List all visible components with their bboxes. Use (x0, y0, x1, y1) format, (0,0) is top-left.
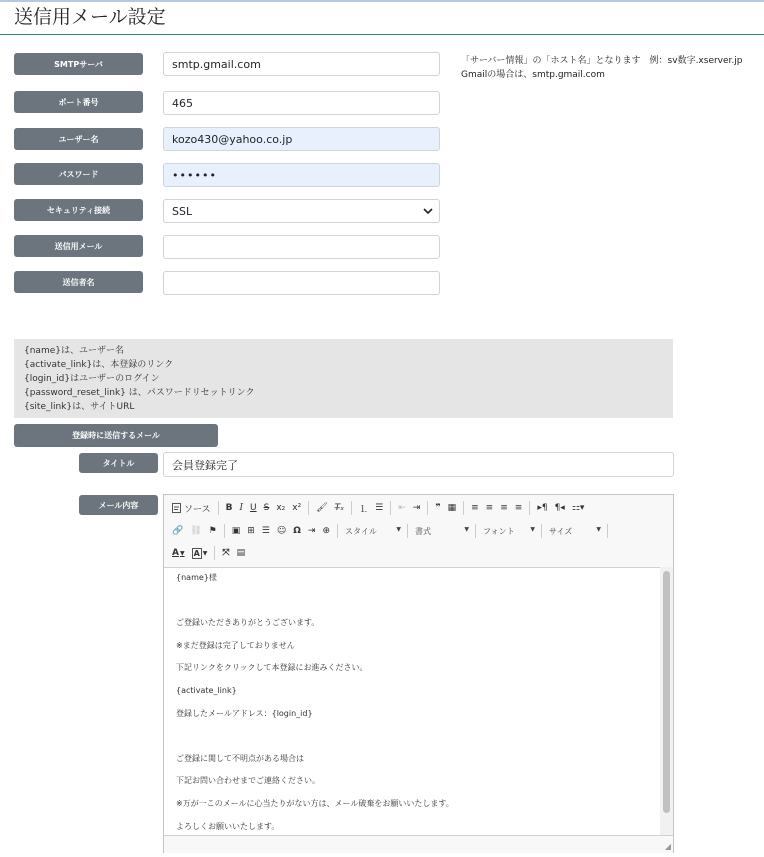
page-title: 送信用メール設定 (14, 6, 166, 28)
maximize-icon[interactable]: ⤧ (222, 548, 230, 558)
smtp-server-label: SMTPサーバ (14, 53, 143, 75)
image-icon[interactable]: ▣ (231, 526, 241, 536)
sender-name-label: 送信者名 (14, 271, 143, 293)
toolbar-row-3 (172, 544, 252, 562)
format-dropdown[interactable] (415, 526, 469, 537)
smiley-icon[interactable]: ☺ (276, 526, 287, 536)
resize-handle-icon[interactable]: ◢ (664, 842, 671, 851)
toolbar-separator (218, 501, 219, 515)
special-char-icon[interactable]: Ω (293, 526, 301, 536)
content-line: 下記お問い合わせまでご連絡ください。 (176, 776, 320, 786)
anchor-flag-icon[interactable]: ⚑ (208, 526, 217, 536)
sender-mail-label: 送信用メール (14, 235, 143, 257)
content-line: 下記リンクをクリックして本登録にお進みください。 (176, 663, 368, 673)
toolbar-separator (390, 501, 391, 515)
registration-mail-section-label: 登録時に送信するメール (14, 424, 218, 447)
scrollbar-thumb[interactable] (663, 571, 670, 813)
iframe-icon[interactable]: ⊕ (322, 526, 331, 536)
strikethrough-button[interactable]: S (263, 503, 270, 513)
variable-help-item: {password_reset_link} は、パスワードリセットリンク (24, 388, 255, 398)
toolbar-separator (351, 501, 352, 515)
background-color-button[interactable] (192, 548, 208, 559)
security-label: セキュリティ接続 (14, 199, 143, 221)
size-dropdown-label: サイズ (549, 526, 573, 536)
div-container-icon[interactable]: ▦ (447, 503, 457, 513)
content-line: 登録したメールアドレス：{login_id} (176, 708, 313, 718)
dropdown-arrow-icon: ▼ (396, 525, 402, 533)
content-line (176, 725, 647, 748)
toolbar-separator (308, 501, 309, 515)
font-dropdown[interactable] (483, 526, 535, 537)
font-dropdown-label: フォント (483, 526, 515, 536)
smtp-hint-line2: Gmailの場合は、smtp.gmail.com (461, 70, 605, 80)
align-right-icon[interactable]: ≡ (500, 503, 508, 513)
show-blocks-icon[interactable]: ▤ (236, 548, 246, 558)
content-line: ※まだ登録は完了しておりません (176, 640, 295, 650)
dropdown-arrow-icon: ▼ (530, 525, 536, 533)
mail-title-input[interactable]: 会員登録完了 (163, 452, 674, 477)
security-select[interactable] (163, 199, 440, 223)
content-line: よろしくお願いいたします。 (176, 821, 280, 831)
language-icon[interactable]: ⚏▾ (571, 503, 585, 513)
indent-icon[interactable]: ⇥ (412, 503, 421, 513)
align-center-icon[interactable]: ≡ (485, 503, 494, 513)
copy-format-icon[interactable]: 🖌 (316, 503, 328, 513)
security-select-value: SSL (172, 204, 193, 218)
username-input[interactable]: kozo430@yahoo.co.jp (163, 127, 440, 151)
title-divider (0, 34, 764, 35)
dropdown-arrow-icon: ▼ (596, 525, 602, 533)
ltr-icon[interactable]: ▸¶ (537, 503, 548, 513)
editor-toolbar (164, 495, 673, 568)
mail-body-label: メール内容 (79, 495, 158, 515)
content-line: {name}様 (176, 573, 217, 582)
editor-statusbar (164, 835, 673, 853)
numbered-list-icon[interactable]: ⒈ (359, 504, 369, 515)
mail-body-editor[interactable] (163, 494, 674, 853)
toolbar-separator (541, 524, 542, 538)
toolbar-separator (214, 546, 215, 560)
password-label: パスワード (14, 163, 143, 185)
smtp-hint-line1: 「サーバー情報」の「ホスト名」となります 例：sv数字.xserver.jp (461, 56, 743, 66)
dropdown-arrow-icon: ▼ (202, 549, 208, 557)
superscript-button[interactable]: x² (292, 503, 302, 513)
bulleted-list-icon[interactable]: ☰ (375, 503, 384, 513)
content-line: ご登録いただきありがとうございます。 (176, 618, 320, 628)
toolbar-row-2 (172, 522, 615, 540)
remove-format-icon[interactable]: T̶ₓ (334, 503, 345, 513)
chevron-down-icon (423, 206, 433, 216)
username-label: ユーザー名 (14, 128, 143, 150)
variable-help-item: {site_link}は、サイトURL (24, 402, 135, 412)
content-line: ※万が一このメールに心当たりがない方は、メール破棄をお願いいたします。 (176, 798, 454, 808)
underline-button[interactable]: U (250, 503, 257, 513)
align-justify-icon[interactable]: ≡ (514, 503, 523, 513)
italic-button[interactable]: I (239, 503, 243, 513)
horizontal-rule-icon[interactable]: ☰ (261, 526, 270, 536)
sender-name-input[interactable] (163, 271, 440, 295)
toolbar-separator (337, 524, 338, 538)
text-color-label: A (172, 548, 179, 558)
password-input[interactable]: •••••• (163, 163, 440, 187)
dropdown-arrow-icon: ▼ (179, 549, 185, 557)
table-icon[interactable]: ⊞ (247, 526, 255, 536)
source-button-label: ソース (184, 504, 211, 515)
mail-title-label: タイトル (79, 453, 158, 473)
format-dropdown-label: 書式 (415, 526, 432, 536)
port-input[interactable]: 465 (163, 91, 440, 115)
align-left-icon[interactable]: ≡ (471, 503, 479, 513)
variable-help-item: {login_id}はユーザーのログイン (24, 374, 160, 384)
variable-help-item: {name}は、ユーザー名 (24, 346, 124, 356)
toolbar-separator (475, 524, 476, 538)
page-break-icon[interactable]: ⇥ (307, 526, 316, 536)
bold-button[interactable]: B (225, 503, 233, 513)
style-dropdown-label: スタイル (345, 526, 377, 536)
toolbar-separator (529, 501, 530, 515)
size-dropdown[interactable] (549, 526, 601, 537)
variable-help-item: {activate_link}は、本登録のリンク (24, 360, 174, 370)
sender-mail-input[interactable] (163, 235, 440, 259)
variables-help-box (14, 339, 673, 418)
source-icon (172, 503, 181, 513)
text-color-button[interactable] (172, 548, 185, 558)
toolbar-separator (463, 501, 464, 515)
toolbar-separator (427, 501, 428, 515)
editor-scrollbar[interactable] (660, 567, 673, 835)
editor-content[interactable] (164, 567, 659, 835)
outdent-icon[interactable]: ⇤ (398, 503, 406, 513)
toolbar-separator (224, 524, 225, 538)
toolbar-separator (607, 524, 608, 538)
content-line: {activate_link} (176, 685, 237, 695)
blockquote-icon[interactable]: ❞ (435, 503, 441, 513)
rtl-icon[interactable]: ¶◂ (554, 503, 565, 513)
link-icon[interactable]: 🔗 (172, 526, 184, 536)
content-line (176, 590, 647, 613)
subscript-button[interactable]: x₂ (276, 503, 286, 513)
unlink-icon[interactable]: ⛓ (190, 526, 202, 536)
style-dropdown[interactable] (345, 526, 401, 537)
dropdown-arrow-icon: ▼ (464, 525, 470, 533)
toolbar-separator (407, 524, 408, 538)
port-label: ポート番号 (14, 91, 143, 113)
content-line: ご登録に関して不明点がある場合は (176, 753, 304, 763)
source-button[interactable] (172, 502, 211, 515)
smtp-server-input[interactable]: smtp.gmail.com (163, 52, 440, 76)
toolbar-row-1 (172, 499, 591, 517)
background-color-label: A (193, 548, 200, 558)
